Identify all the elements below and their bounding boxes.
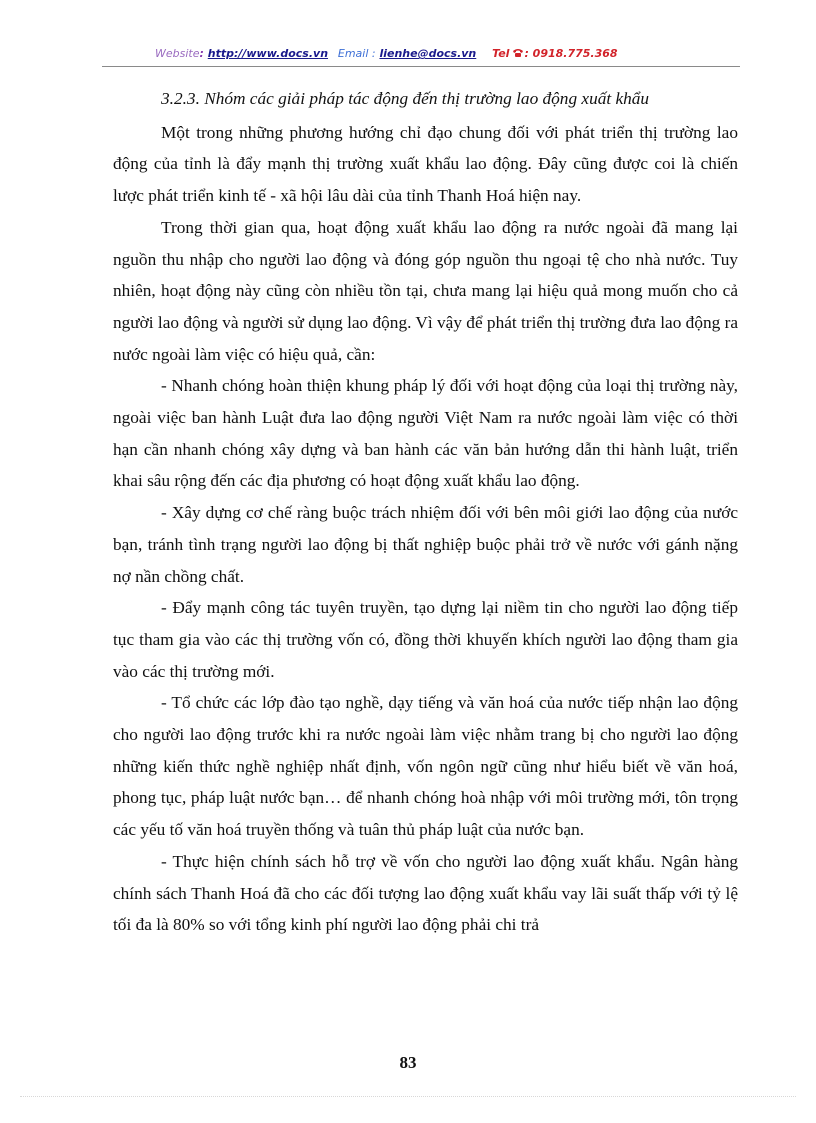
page-number: 83 bbox=[399, 1053, 417, 1072]
website-link[interactable]: http://www.docs.vn bbox=[207, 47, 329, 60]
page-footer-divider bbox=[20, 1096, 796, 1097]
page-header bbox=[155, 47, 715, 60]
document-body bbox=[113, 83, 738, 941]
bullet-paragraph: - Xây dựng cơ chế ràng buộc trách nhiệm đối với bên môi giới lao động của nước bạn, tránh tình trạng người lao động bị thất nghiệp buộc phải trở về nước với gánh nặng nợ nần chồng chất. bbox=[113, 503, 738, 586]
paragraph: Một trong những phương hướng chỉ đạo chung đối với phát triển thị trường lao động của tỉnh là đẩy mạnh thị trường xuất khẩu lao động. Đây cũng được coi là chiến lược phát triển kinh tế - xã hội lâu dài của tỉnh Thanh Hoá hiện nay. bbox=[113, 122, 738, 206]
email-link[interactable]: lienhe@docs.vn bbox=[379, 47, 477, 60]
bullet-paragraph: - Nhanh chóng hoàn thiện khung pháp lý đối với hoạt động của loại thị trường này, ngoài việc ban hành Luật đưa lao động người Việt Nam ra nước ngoài làm việc có thời hạn cần nhanh chóng xây dựng và ban hành các văn bản hướng dẫn thi hành luật, triển khai sâu rộng đến các địa phương có hoạt động xuất khẩu lao động. bbox=[113, 376, 738, 491]
section-title: 3.2.3. Nhóm các giải pháp tác động đến thị trường lao động xuất khẩu bbox=[161, 89, 650, 108]
telephone-icon bbox=[512, 48, 524, 58]
bullet-paragraph: - Tổ chức các lớp đào tạo nghề, dạy tiếng và văn hoá của nước tiếp nhận lao động cho người lao động trước khi ra nước ngoài làm việc nhằm trang bị cho người lao động những kiến thức nghề nghiệp nhất định, vốn ngôn ngữ cũng như hiểu biết về văn hoá, phong tục, pháp luật nước bạn… để nhanh chóng hoà nhập với môi trường mới, tôn trọng các yếu tố văn hoá truyền thống và tuân thủ pháp luật của nước bạn. bbox=[113, 693, 738, 840]
tel-number: : 0918.775.368 bbox=[524, 47, 618, 60]
bullet-paragraph: - Đẩy mạnh công tác tuyên truyền, tạo dựng lại niềm tin cho người lao động tiếp tục tham gia vào các thị trường vốn có, đồng thời khuyến khích người lao động tham gia vào các thị trường mới. bbox=[113, 598, 738, 681]
website-separator: : bbox=[199, 47, 208, 60]
tel-label: Tel bbox=[492, 47, 510, 60]
email-label: Email : bbox=[337, 47, 376, 60]
header-divider bbox=[102, 66, 740, 67]
bullet-paragraph: - Thực hiện chính sách hỗ trợ về vốn cho người lao động xuất khẩu. Ngân hàng chính sách Thanh Hoá đã cho các đối tượng lao động xuất khẩu vay lãi suất thấp với tỷ lệ tối đa là 80% so với tổng kinh phí người lao động phải chi trả bbox=[113, 851, 738, 935]
website-label: Website bbox=[155, 47, 200, 60]
paragraph: Trong thời gian qua, hoạt động xuất khẩu lao động ra nước ngoài đã mang lại nguồn thu nhập cho người lao động và đóng góp nguồn thu ngoại tệ cho nhà nước. Tuy nhiên, hoạt động này cũng còn nhiều tồn tại, chưa mang lại hiệu quả mong muốn cho cả người lao động và người sử dụng lao động. Vì vậy để phát triển thị trường đưa lao động ra nước ngoài làm việc có hiệu quả, cần: bbox=[113, 217, 738, 364]
tel-group bbox=[492, 47, 617, 60]
